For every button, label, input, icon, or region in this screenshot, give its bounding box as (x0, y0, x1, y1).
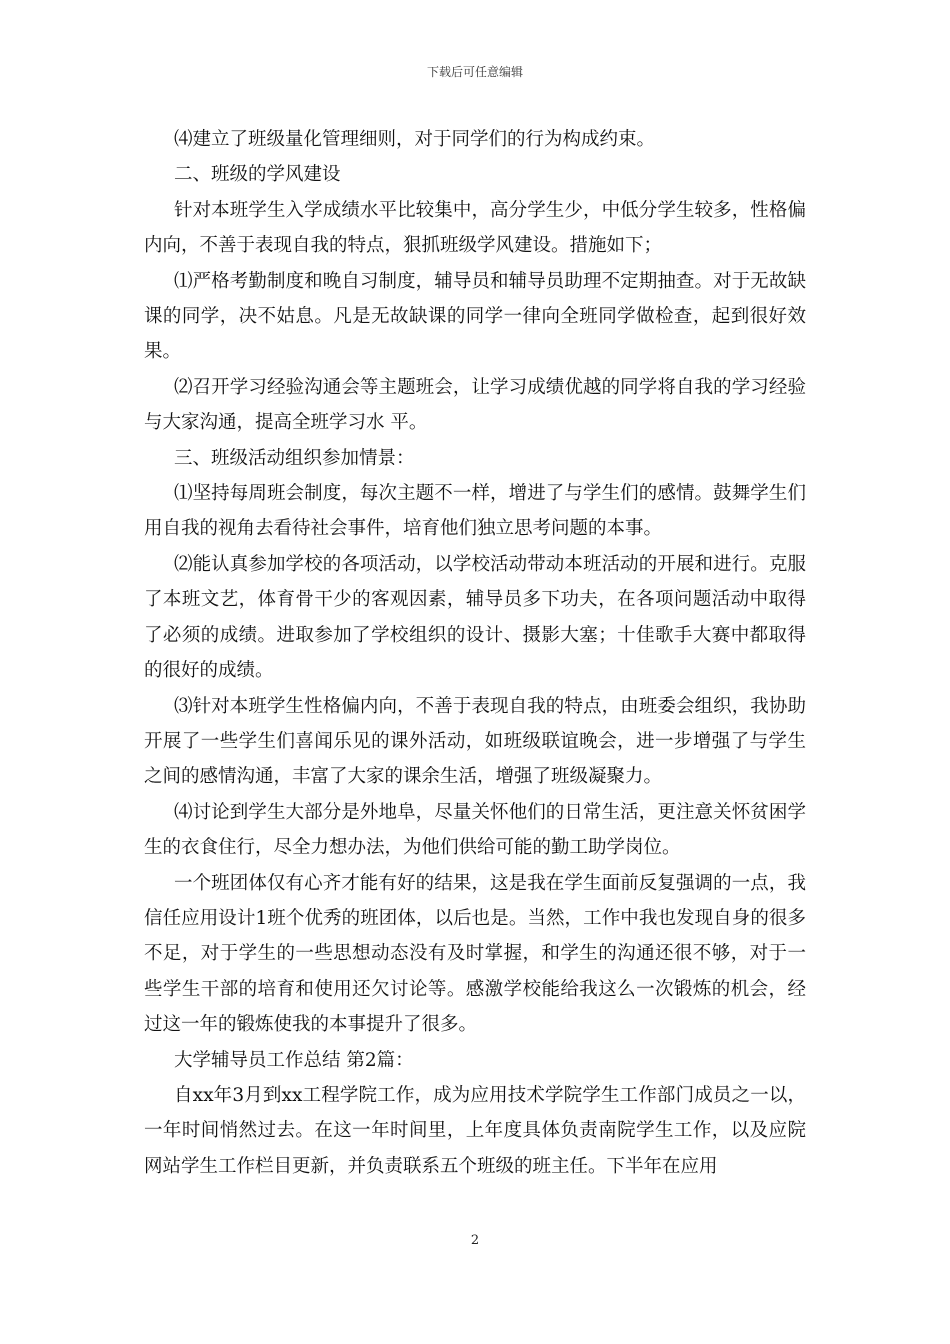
section-heading-2: 二、班级的学风建设 (174, 164, 341, 186)
paragraph-11: 一个班团体仅有心齐才能有好的结果，这是我在学生面前反复强调的一点，我信任应用设计1班个优秀的班团体，以后也是。当然，工作中我也发现自身的很多不足，对于学生的一些思想动态没有及时掌握，和学生的沟通还很不够，对于一些学生干部的培育和使用还欠讨论等。感激学校能给我这么一次锻炼的机会，经过这一年的锻炼使我的本事提升了很多。 (144, 872, 806, 1036)
page-header: 下载后可任意编辑 (426, 65, 523, 79)
paragraph-3: 针对本班学生入学成绩水平比较集中，高分学生少，中低分学生较多，性格偏内向，不善于表现自我的特点，狠抓班级学风建设。措施如下； (144, 199, 806, 257)
paragraph-10: ⑷讨论到学生大部分是外地阜，尽量关怀他们的日常生活，更注意关怀贫困学生的衣食住行，尽全力想办法，为他们供给可能的勤工助学岗位。 (144, 801, 806, 859)
paragraph-4: ⑴严格考勤制度和晚自习制度，辅导员和辅导员助理不定期抽查。对于无故缺课的同学，决不姑息。凡是无故缺课的同学一律向全班同学做检查，起到很好效果。 (144, 270, 806, 363)
document-body (144, 122, 806, 1184)
article-title-2: 大学辅导员工作总结 第2篇： (174, 1049, 414, 1071)
paragraph-7: ⑴坚持每周班会制度，每次主题不一样，增进了与学生们的感情。鼓舞学生们用自我的视角去看待社会事件，培育他们独立思考问题的本事。 (144, 483, 806, 540)
paragraph-8: ⑵能认真参加学校的各项活动，以学校活动带动本班活动的开展和进行。克服了本班文艺，体育骨干少的客观因素，辅导员多下功夫，在各项问题活动中取得了必须的成绩。进取参加了学校组织的设计、摄影大塞；十佳歌手大赛中都取得的很好的成绩。 (144, 553, 806, 682)
paragraph-1: ⑷建立了班级量化管理细则，对于同学们的行为构成约束。 (174, 129, 656, 150)
paragraph-9: ⑶针对本班学生性格偏内向，不善于表现自我的特点，由班委会组织，我协助开展了一些学生们喜闻乐见的课外活动，如班级联谊晚会，进一步增强了与学生之间的感情沟通，丰富了大家的课余生活，增强了班级凝聚力。 (144, 695, 806, 788)
paragraph-13: 自xx年3月到xx工程学院工作，成为应用技术学院学生工作部门成员之一以，一年时间悄然过去。在这一年时间里，上年度具体负责南院学生工作，以及应院网站学生工作栏目更新，并负责联系五个班级的班主任。下半年在应用 (144, 1084, 806, 1177)
section-heading-3: 三、班级活动组织参加情景： (174, 447, 415, 469)
paragraph-5: ⑵召开学习经验沟通会等主题班会，让学习成绩优越的同学将自我的学习经验与大家沟通，提高全班学习水 平。 (144, 376, 806, 434)
page-number: 2 (470, 1233, 480, 1248)
